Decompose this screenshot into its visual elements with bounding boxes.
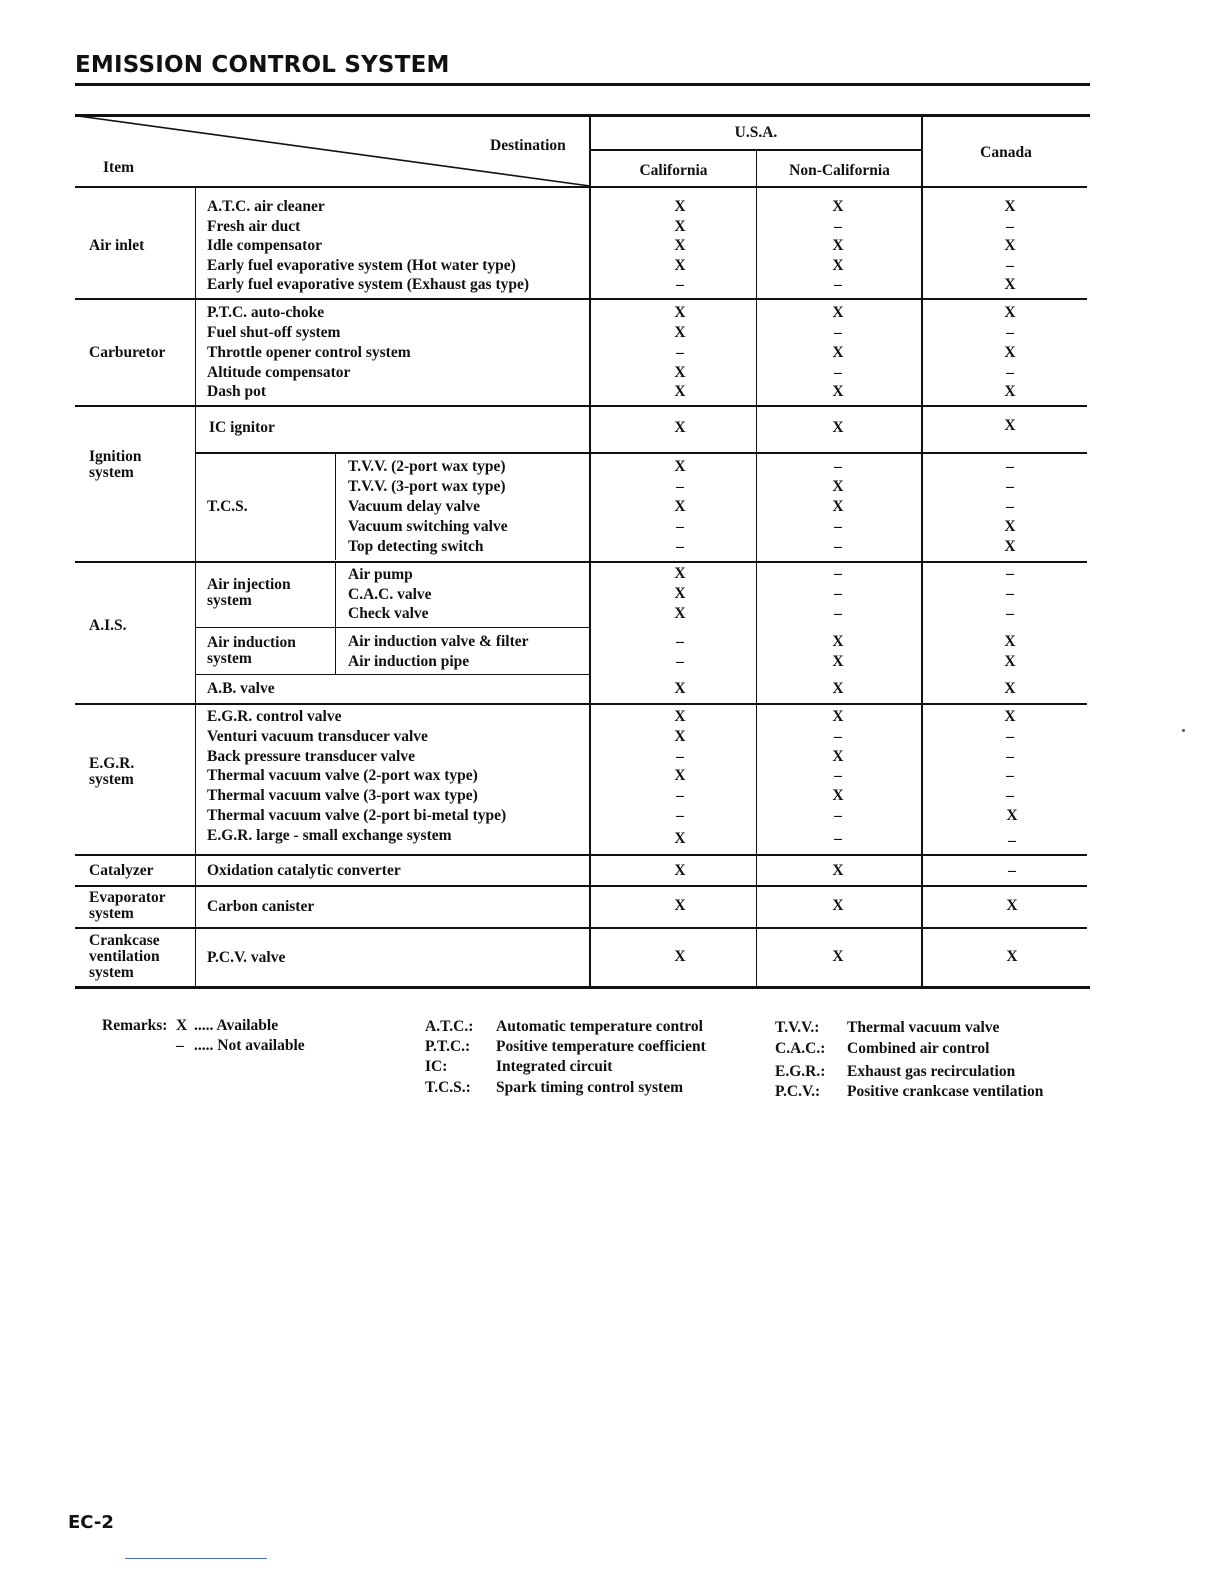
row-item: E.G.R. control valve <box>207 708 342 725</box>
row-item: Throttle opener control system <box>207 344 411 361</box>
abbreviation-term: E.G.R.: <box>775 1063 826 1080</box>
legend-symbol: X <box>176 1017 188 1034</box>
row-item: Dash pot <box>207 383 267 400</box>
mark-non-california: – <box>834 585 842 602</box>
section-label-line: Evaporator <box>89 889 166 906</box>
legend-text: ..... Available <box>194 1017 279 1034</box>
mark-canada: – <box>1006 565 1014 582</box>
mark-non-california: – <box>834 538 842 555</box>
rule-after-air-induction <box>195 674 590 675</box>
mark-non-california: X <box>832 787 844 804</box>
row-item: Check valve <box>348 605 429 622</box>
rule-after-carburetor <box>75 405 1087 407</box>
rule-after-ais <box>75 703 1087 705</box>
section-label-evaporator <box>89 890 166 922</box>
mark-non-california: X <box>832 948 844 965</box>
rule-after-air-inlet <box>75 298 1087 300</box>
mark-non-california: X <box>832 478 844 495</box>
subsection-label-line: Air induction <box>207 634 296 651</box>
mark-non-california: – <box>834 518 842 535</box>
subsection-label-line: Air injection <box>207 576 291 593</box>
row-item: Air induction pipe <box>348 653 470 670</box>
section-label-catalyzer: Catalyzer <box>89 862 154 879</box>
mark-non-california: X <box>832 862 844 879</box>
header-item: Item <box>103 159 134 176</box>
subsection-label-line: system <box>207 650 252 667</box>
mark-california: X <box>674 585 686 602</box>
section-label-line: E.G.R. <box>89 755 135 772</box>
mark-canada: X <box>1004 417 1016 434</box>
row-item: Vacuum switching valve <box>348 518 508 535</box>
subsection-label-air-injection <box>207 577 291 609</box>
abbreviation-term: A.T.C.: <box>425 1018 474 1035</box>
col-rule-california <box>589 114 591 989</box>
mark-non-california: X <box>832 708 844 725</box>
section-label-line: ventilation <box>89 948 160 965</box>
mark-non-california: X <box>832 344 844 361</box>
mark-california: X <box>674 383 686 400</box>
section-label-line: Crankcase <box>89 932 160 949</box>
header-usa: U.S.A. <box>734 124 778 141</box>
row-item: T.V.V. (3-port wax type) <box>348 478 506 495</box>
rule-after-air-injection <box>195 627 590 628</box>
legend-text: ..... Not available <box>194 1037 305 1054</box>
row-item: A.B. valve <box>207 680 275 697</box>
abbreviation-term: T.C.S.: <box>425 1079 471 1096</box>
scan-speck <box>1182 729 1185 732</box>
row-item: Early fuel evaporative system (Exhaust gas type) <box>207 276 530 293</box>
mark-non-california: – <box>834 605 842 622</box>
row-item: Top detecting switch <box>348 538 484 555</box>
mark-canada: – <box>1006 585 1014 602</box>
page-title: EMISSION CONTROL SYSTEM <box>75 52 450 78</box>
abbreviation-meaning: Integrated circuit <box>496 1058 613 1075</box>
mark-canada: X <box>1004 708 1016 725</box>
mark-california: – <box>676 538 684 555</box>
header-destination: Destination <box>490 137 566 154</box>
mark-canada: X <box>1004 304 1016 321</box>
page-number: EC-2 <box>68 1512 114 1533</box>
mark-canada: – <box>1006 458 1014 475</box>
mark-canada: X <box>1004 680 1016 697</box>
mark-california: X <box>674 862 686 879</box>
mark-canada: X <box>1004 518 1016 535</box>
section-label-line: Ignition <box>89 448 142 465</box>
row-item: IC ignitor <box>209 419 275 436</box>
section-label-line: system <box>89 905 134 922</box>
mark-canada: X <box>1004 653 1016 670</box>
mark-canada: – <box>1006 324 1014 341</box>
mark-california: X <box>674 767 686 784</box>
mark-non-california: X <box>832 256 844 274</box>
mark-canada: – <box>1006 363 1014 381</box>
row-item: C.A.C. valve <box>348 585 432 603</box>
abbreviation-meaning: Exhaust gas recirculation <box>847 1063 1016 1080</box>
mark-california: X <box>674 363 686 381</box>
mark-canada: X <box>1004 276 1016 293</box>
row-item: Back pressure transducer valve <box>207 748 415 765</box>
mark-california: X <box>674 948 686 965</box>
mark-california: X <box>674 419 686 436</box>
row-item: Fuel shut-off system <box>207 324 341 341</box>
mark-canada: X <box>1004 344 1016 361</box>
mark-california: X <box>674 830 686 847</box>
mark-california: X <box>674 605 686 622</box>
section-label-crankcase <box>89 933 160 981</box>
mark-non-california: X <box>832 198 844 215</box>
mark-california: X <box>674 897 686 914</box>
legend-symbol: – <box>176 1037 184 1054</box>
header-california: California <box>639 162 708 179</box>
mark-california: – <box>676 344 684 361</box>
row-item: P.T.C. auto-choke <box>207 304 325 321</box>
abbreviation-term: C.A.C.: <box>775 1040 826 1057</box>
row-item: Vacuum delay valve <box>348 498 481 515</box>
mark-california: – <box>676 518 684 535</box>
row-item: Air pump <box>348 566 413 583</box>
mark-non-california: – <box>834 458 842 475</box>
mark-canada: – <box>1006 217 1014 235</box>
mark-california: X <box>674 708 686 725</box>
section-label-line: system <box>89 771 134 788</box>
mark-non-california: X <box>832 419 844 436</box>
mark-non-california: – <box>834 830 842 847</box>
mark-non-california: – <box>834 767 842 784</box>
mark-non-california: X <box>832 897 844 914</box>
mark-canada: X <box>1006 948 1018 965</box>
mark-non-california: – <box>834 276 842 293</box>
section-label-ais: A.I.S. <box>89 617 127 634</box>
row-item: P.C.V. valve <box>207 949 286 966</box>
section-label-egr <box>89 756 134 788</box>
mark-california: X <box>674 565 686 582</box>
row-item: Thermal vacuum valve (2-port bi-metal type) <box>207 807 507 824</box>
mark-canada: – <box>1006 767 1014 784</box>
mark-non-california: – <box>834 728 842 745</box>
mark-california: – <box>676 807 684 824</box>
table-bottom-rule <box>75 986 1090 989</box>
row-item: Venturi vacuum transducer valve <box>207 728 428 745</box>
footer-line <box>125 1558 267 1559</box>
mark-non-california: X <box>832 653 844 670</box>
abbreviation-meaning: Spark timing control system <box>496 1079 684 1096</box>
mark-canada: X <box>1006 897 1018 914</box>
mark-california: X <box>674 498 686 515</box>
row-item: Fresh air duct <box>207 217 301 235</box>
row-item: Thermal vacuum valve (2-port wax type) <box>207 767 478 784</box>
row-item: T.V.V. (2-port wax type) <box>348 458 506 475</box>
mark-canada: X <box>1004 198 1016 215</box>
mark-california: – <box>676 276 684 293</box>
subsection-label-line: system <box>207 592 252 609</box>
mark-california: – <box>676 653 684 670</box>
mark-canada: – <box>1008 862 1016 879</box>
subsection-label-air-induction <box>207 635 296 667</box>
rule-after-egr <box>75 854 1087 856</box>
mark-canada: X <box>1004 383 1016 400</box>
row-item: Air induction valve & filter <box>348 633 529 650</box>
rule-after-catalyzer <box>75 885 1087 887</box>
row-item: Idle compensator <box>207 237 322 254</box>
mark-non-california: X <box>832 383 844 400</box>
row-item: Early fuel evaporative system (Hot water type) <box>207 256 516 274</box>
mark-california: – <box>676 478 684 495</box>
abbreviation-meaning: Combined air control <box>847 1040 990 1057</box>
section-label-carburetor: Carburetor <box>89 344 166 361</box>
mark-non-california: – <box>834 217 842 235</box>
mark-non-california: – <box>834 807 842 824</box>
mark-non-california: X <box>832 304 844 321</box>
mark-non-california: X <box>832 237 844 254</box>
mark-canada: X <box>1006 807 1018 824</box>
col-rule-tcs <box>335 453 336 560</box>
mark-non-california: – <box>834 363 842 381</box>
mark-canada: – <box>1006 478 1014 495</box>
abbreviation-meaning: Positive crankcase ventilation <box>847 1083 1044 1100</box>
mark-california: X <box>674 217 686 235</box>
mark-canada: – <box>1008 832 1016 849</box>
section-label-air-inlet: Air inlet <box>89 237 145 254</box>
mark-canada: X <box>1004 538 1016 555</box>
section-label-line: system <box>89 964 134 981</box>
mark-california: – <box>676 748 684 765</box>
mark-non-california: – <box>834 324 842 341</box>
mark-california: X <box>674 728 686 745</box>
mark-non-california: X <box>832 748 844 765</box>
row-item: Oxidation catalytic converter <box>207 862 401 879</box>
mark-canada: X <box>1004 633 1016 650</box>
mark-california: X <box>674 198 686 215</box>
mark-canada: – <box>1006 498 1014 515</box>
mark-non-california: X <box>832 633 844 650</box>
mark-california: X <box>674 256 686 274</box>
mark-california: X <box>674 458 686 475</box>
mark-california: – <box>676 633 684 650</box>
abbreviation-term: IC: <box>425 1058 448 1075</box>
mark-canada: – <box>1006 256 1014 274</box>
remarks-label: Remarks: <box>102 1017 168 1034</box>
mark-canada: – <box>1006 728 1014 745</box>
abbreviation-meaning: Positive temperature coefficient <box>496 1038 706 1055</box>
row-item: A.T.C. air cleaner <box>207 198 325 215</box>
col-rule-canada <box>921 114 923 989</box>
rule-after-ic-ignitor <box>195 452 1087 454</box>
rule-after-ignition <box>75 561 1087 563</box>
header-non-california: Non-California <box>789 162 890 179</box>
row-item: Carbon canister <box>207 898 315 915</box>
mark-california: X <box>674 324 686 341</box>
section-label-line: system <box>89 464 134 481</box>
subsection-label-tcs: T.C.S. <box>207 498 248 515</box>
mark-california: X <box>674 237 686 254</box>
mark-non-california: X <box>832 498 844 515</box>
mark-california: – <box>676 787 684 804</box>
abbreviation-meaning: Thermal vacuum valve <box>847 1019 1000 1036</box>
section-label-ignition <box>89 449 142 481</box>
row-item: E.G.R. large - small exchange system <box>207 827 452 844</box>
row-item: Altitude compensator <box>207 363 351 381</box>
mark-canada: – <box>1006 787 1014 804</box>
rule-after-evaporator <box>75 927 1087 929</box>
abbreviation-term: T.V.V.: <box>775 1019 820 1036</box>
col-rule-group <box>195 186 196 989</box>
header-canada: Canada <box>980 144 1032 161</box>
mark-canada: – <box>1006 748 1014 765</box>
mark-california: X <box>674 680 686 697</box>
col-rule-non-california <box>756 149 757 989</box>
row-item: Thermal vacuum valve (3-port wax type) <box>207 787 478 804</box>
abbreviation-meaning: Automatic temperature control <box>496 1018 703 1035</box>
mark-canada: – <box>1006 605 1014 622</box>
mark-non-california: X <box>832 680 844 697</box>
mark-non-california: – <box>834 565 842 582</box>
mark-california: X <box>674 304 686 321</box>
mark-canada: X <box>1004 237 1016 254</box>
abbreviation-term: P.C.V.: <box>775 1083 821 1100</box>
abbreviation-term: P.T.C.: <box>425 1038 471 1055</box>
col-rule-ais <box>335 562 336 674</box>
